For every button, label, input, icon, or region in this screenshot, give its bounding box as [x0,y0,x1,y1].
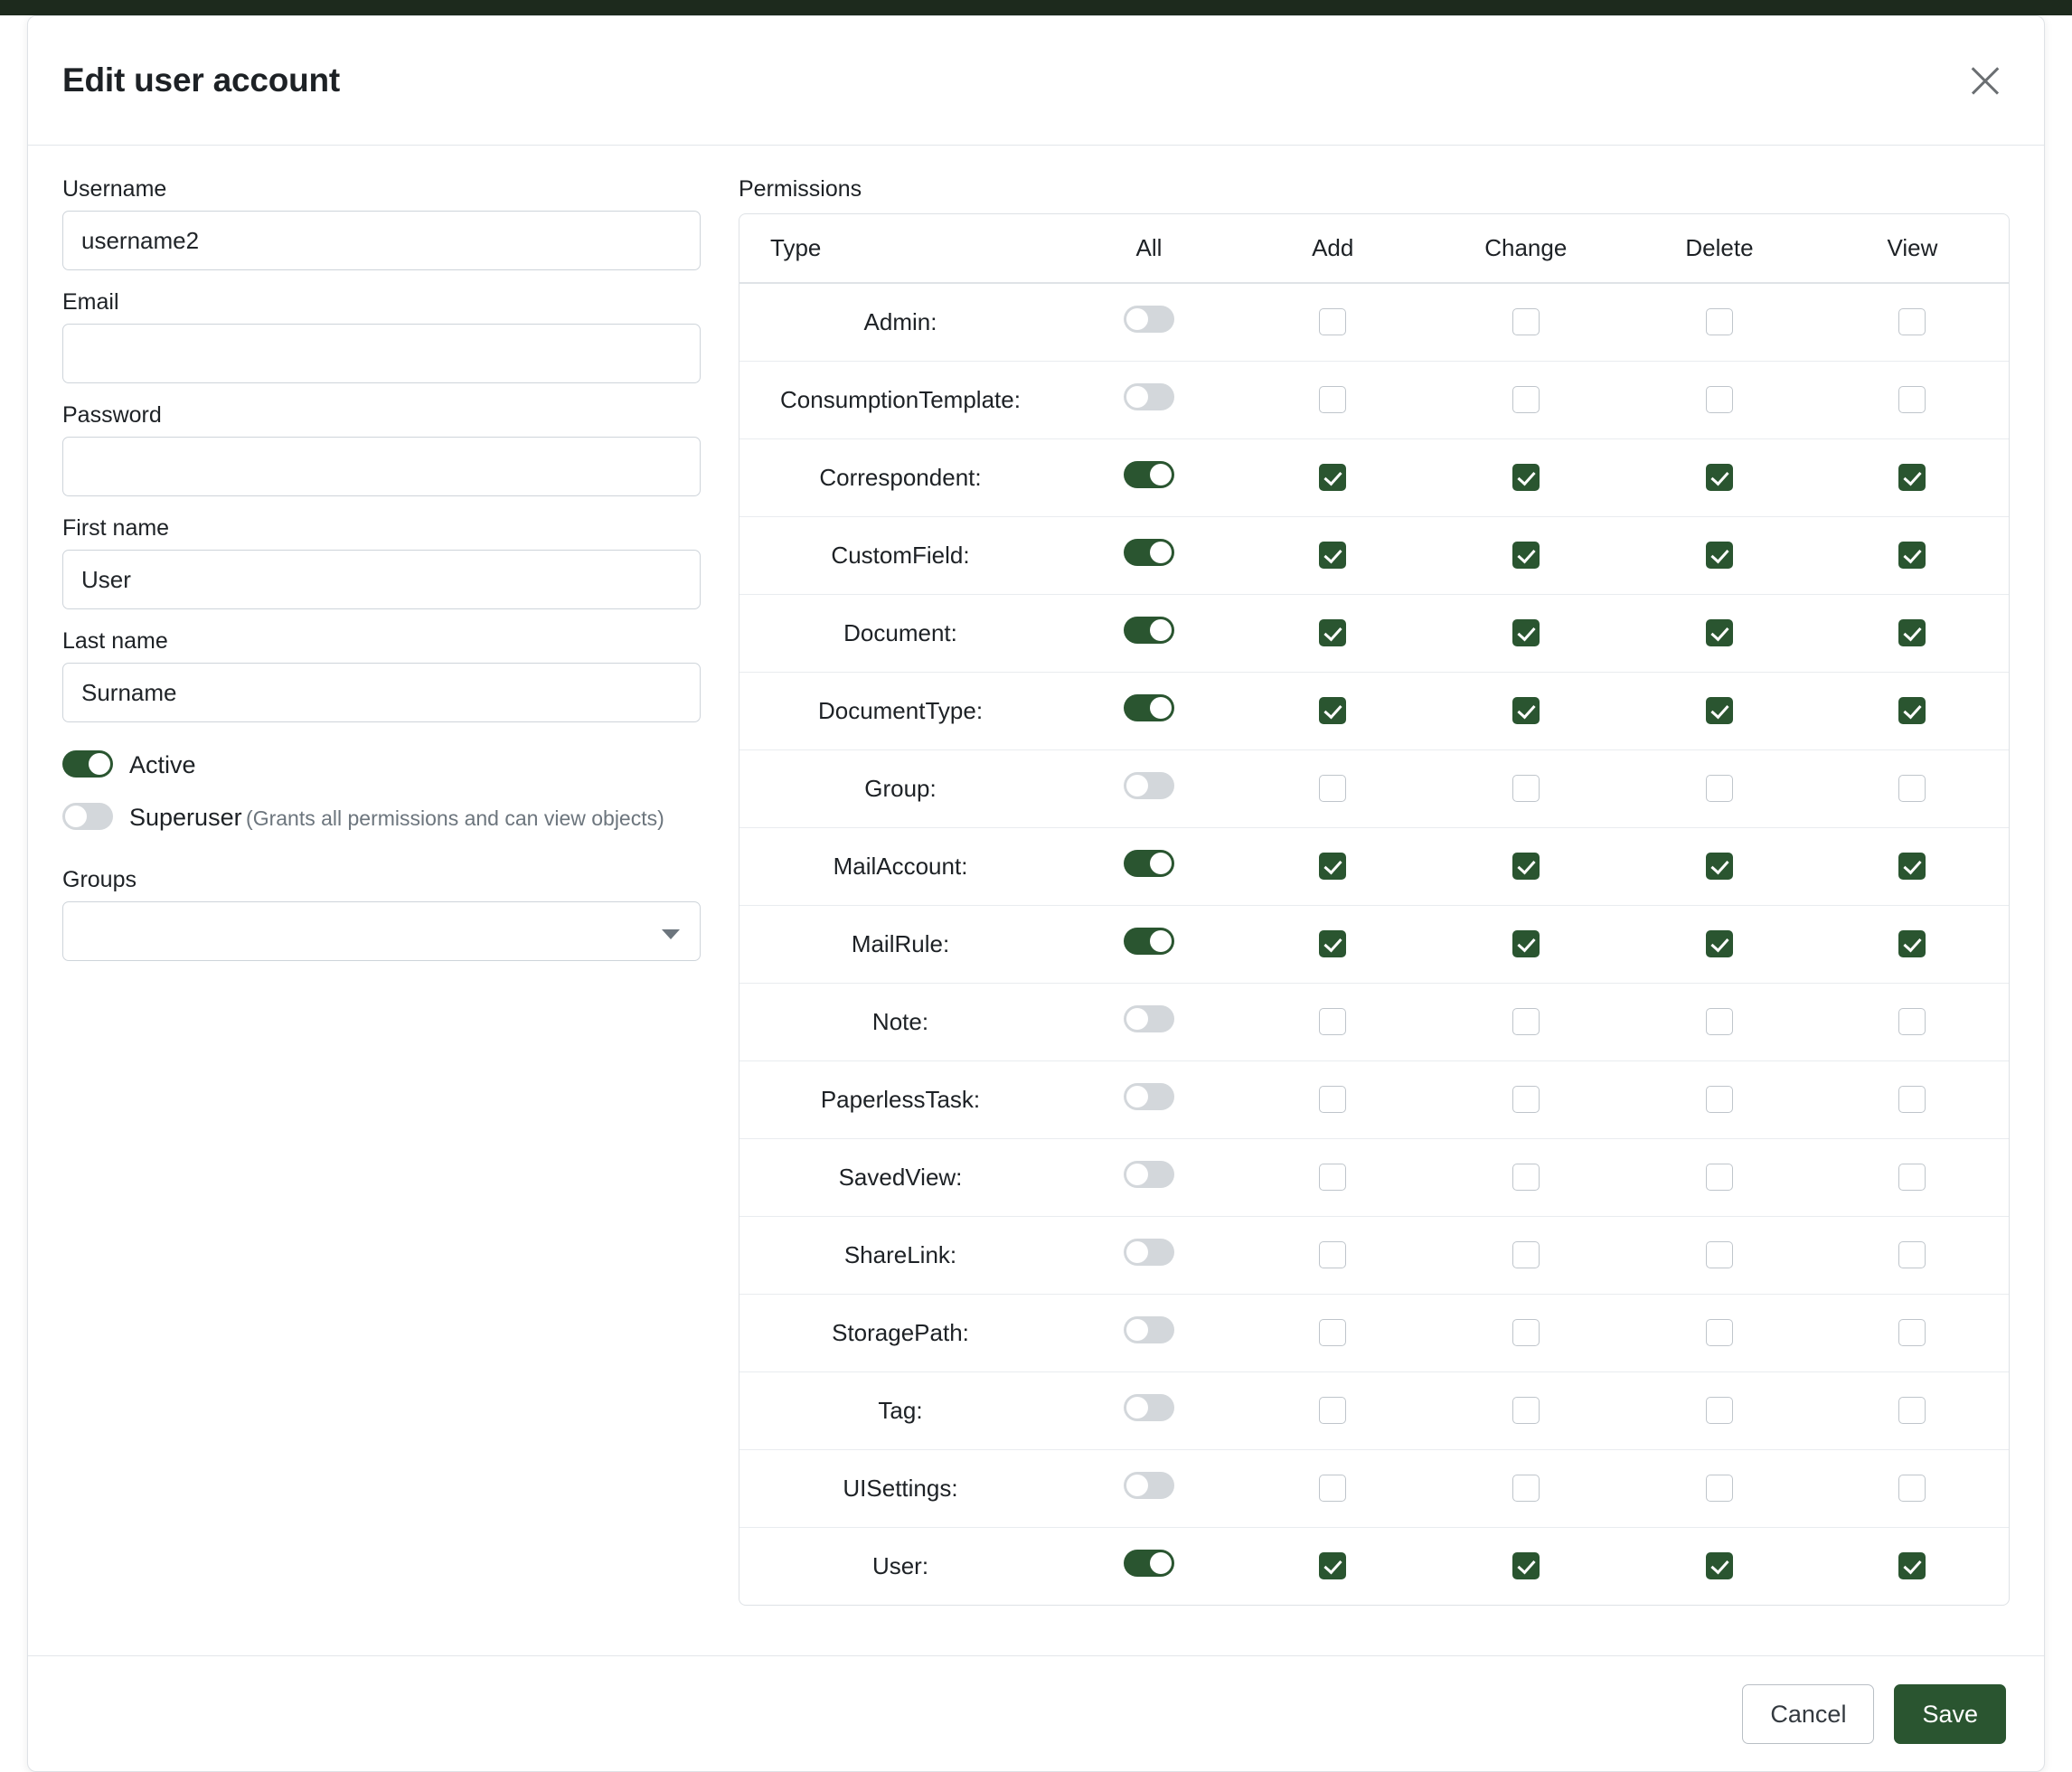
permission-all-toggle[interactable] [1124,1550,1174,1577]
permission-add-cell [1237,749,1429,827]
permission-all-toggle[interactable] [1124,383,1174,410]
permission-change-cell [1429,438,1624,516]
permission-add-checkbox[interactable] [1319,464,1346,491]
permission-all-toggle[interactable] [1124,539,1174,566]
dialog-header [28,16,2044,146]
permission-change-cell [1429,594,1624,672]
permission-type-label: User: [871,1551,929,1579]
permission-delete-checkbox[interactable] [1706,386,1733,413]
permission-view-cell [1816,438,2009,516]
permission-change-checkbox[interactable] [1512,697,1540,724]
first-name-input[interactable] [62,550,701,609]
dialog-footer [28,1655,2044,1771]
permission-all-cell [1061,1527,1237,1605]
permission-delete-checkbox[interactable] [1706,542,1733,569]
permission-view-checkbox[interactable] [1898,1241,1926,1268]
table-row [739,438,2009,516]
permission-all-toggle[interactable] [1124,1083,1174,1110]
permission-all-cell [1061,905,1237,983]
permission-change-checkbox[interactable] [1512,775,1540,802]
password-field[interactable] [62,437,701,496]
permission-change-checkbox[interactable] [1512,308,1540,335]
password-field-group [62,402,701,496]
permission-add-checkbox[interactable] [1319,1475,1346,1502]
permission-change-cell [1429,1060,1624,1138]
permission-view-checkbox[interactable] [1898,308,1926,335]
groups-label: Groups [62,867,137,892]
permission-change-cell [1429,749,1624,827]
permission-all-toggle[interactable] [1124,694,1174,721]
permission-change-checkbox[interactable] [1512,1397,1540,1424]
permission-delete-cell [1623,749,1816,827]
permission-delete-checkbox[interactable] [1706,1086,1733,1113]
email-label: Email [62,289,119,315]
permission-add-checkbox[interactable] [1319,775,1346,802]
permission-view-checkbox[interactable] [1898,930,1926,957]
permission-delete-cell [1623,516,1816,594]
username-field-group [62,176,701,270]
permission-view-cell [1816,361,2009,438]
permission-all-cell [1061,1216,1237,1294]
permission-add-cell [1237,438,1429,516]
permissions-section [739,176,2010,1655]
permission-add-checkbox[interactable] [1319,1552,1346,1579]
permission-change-cell [1429,672,1624,749]
permission-change-checkbox[interactable] [1512,386,1540,413]
permission-type-label: Document: [739,594,1061,672]
permission-change-cell [1429,1138,1624,1216]
permission-add-cell [1237,905,1429,983]
permission-change-cell [1429,1449,1624,1527]
permission-all-toggle[interactable] [1124,1394,1174,1421]
permission-type-label: StoragePath: [739,1294,1061,1371]
permission-add-checkbox[interactable] [1319,1164,1346,1191]
permission-change-cell [1429,905,1624,983]
superuser-text [129,798,664,840]
permission-all-toggle[interactable] [1124,772,1174,799]
permissions-table-body [739,283,2009,1605]
last-name-label: Last name [62,628,168,654]
permission-delete-cell [1623,1060,1816,1138]
permission-add-checkbox[interactable] [1319,930,1346,957]
permission-view-checkbox[interactable] [1898,775,1926,802]
permission-add-cell [1237,672,1429,749]
permission-add-checkbox[interactable] [1319,1397,1346,1424]
permission-view-cell [1816,283,2009,361]
permission-view-checkbox[interactable] [1898,464,1926,491]
table-row [739,749,2009,827]
permission-delete-checkbox[interactable] [1706,775,1733,802]
password-label: Password [62,402,162,428]
table-row [739,594,2009,672]
first-name-field-group [62,515,701,609]
permission-add-cell [1237,1527,1429,1605]
edit-user-account-dialog [27,15,2045,1772]
active-label: Active [129,751,196,778]
permission-change-cell [1429,283,1624,361]
permission-change-checkbox[interactable] [1512,1552,1540,1579]
permission-all-toggle[interactable] [1124,1161,1174,1188]
permission-type-label: DocumentType: [739,672,1061,749]
permission-view-cell [1816,594,2009,672]
permission-all-cell [1061,1138,1237,1216]
permission-delete-cell [1623,594,1816,672]
permission-add-checkbox[interactable] [1319,386,1346,413]
table-row [739,361,2009,438]
column-header-add: Add [1237,214,1429,283]
close-icon[interactable] [1964,60,2006,101]
permission-view-cell [1816,1060,2009,1138]
permission-delete-cell [1623,1449,1816,1527]
permission-change-checkbox[interactable] [1512,930,1540,957]
permission-change-cell [1429,1527,1624,1605]
permission-type-label: Group: [739,749,1061,827]
permission-delete-checkbox[interactable] [1706,697,1733,724]
table-row [739,1294,2009,1371]
permission-view-cell [1816,905,2009,983]
permission-all-toggle[interactable] [1124,306,1174,333]
permissions-table-wrapper [739,213,2010,1606]
permission-change-cell [1429,983,1624,1060]
permission-view-cell [1816,1371,2009,1449]
permission-delete-checkbox[interactable] [1706,1475,1733,1502]
permission-view-cell [1816,672,2009,749]
permission-type-label: UISettings: [739,1449,1061,1527]
permission-all-cell [1061,361,1237,438]
permission-add-cell [1237,594,1429,672]
permission-view-cell [1816,516,2009,594]
permission-all-cell [1061,1060,1237,1138]
permission-add-checkbox[interactable] [1319,853,1346,880]
permission-view-checkbox[interactable] [1898,1397,1926,1424]
permission-delete-cell [1623,1371,1816,1449]
permission-all-cell [1061,827,1237,905]
table-row [739,1060,2009,1138]
permission-type-label: Note: [739,983,1061,1060]
permission-type-label: PaperlessTask: [739,1060,1061,1138]
permissions-table [739,214,2009,1605]
superuser-hint: (Grants all permissions and can view objects) [246,806,664,830]
permission-all-cell [1061,594,1237,672]
permission-view-checkbox[interactable] [1898,1552,1926,1579]
permission-view-checkbox[interactable] [1898,1164,1926,1191]
permission-all-toggle[interactable] [1124,461,1174,488]
permission-all-toggle[interactable] [1124,1316,1174,1343]
cancel-button[interactable]: Cancel [1742,1684,1874,1744]
permission-all-cell [1061,283,1237,361]
permission-add-checkbox[interactable] [1319,1319,1346,1346]
permission-view-cell [1816,827,2009,905]
permission-delete-checkbox[interactable] [1706,1241,1733,1268]
permission-delete-checkbox[interactable] [1706,930,1733,957]
permission-all-toggle[interactable] [1124,1239,1174,1266]
permission-all-cell [1061,749,1237,827]
permission-add-cell [1237,283,1429,361]
last-name-field-group [62,628,701,722]
table-row [739,516,2009,594]
email-field[interactable] [62,324,701,383]
column-header-view: View [1816,214,2009,283]
permission-add-cell [1237,1371,1429,1449]
table-row [739,1527,2009,1605]
table-row [739,283,2009,361]
permission-view-checkbox[interactable] [1898,1008,1926,1035]
permission-view-cell [1816,983,2009,1060]
table-row [739,905,2009,983]
permission-delete-checkbox[interactable] [1706,1164,1733,1191]
permission-view-cell [1816,1449,2009,1527]
permission-view-checkbox[interactable] [1898,1086,1926,1113]
permission-view-cell [1816,749,2009,827]
table-row [739,983,2009,1060]
permission-delete-checkbox[interactable] [1706,619,1733,646]
permission-view-checkbox[interactable] [1898,853,1926,880]
permission-delete-cell [1623,283,1816,361]
permission-add-cell [1237,516,1429,594]
permission-delete-cell [1623,983,1816,1060]
permission-delete-checkbox[interactable] [1706,1397,1733,1424]
permission-delete-checkbox[interactable] [1706,1552,1733,1579]
permission-add-cell [1237,1294,1429,1371]
permission-view-checkbox[interactable] [1898,386,1926,413]
permission-type-label: SavedView: [739,1138,1061,1216]
permission-view-cell [1816,1138,2009,1216]
permission-all-cell [1061,672,1237,749]
permission-view-checkbox[interactable] [1898,1475,1926,1502]
permission-add-checkbox[interactable] [1319,619,1346,646]
permission-delete-checkbox[interactable] [1706,1008,1733,1035]
permission-view-cell [1816,1527,2009,1605]
permission-delete-cell [1623,361,1816,438]
permission-add-cell [1237,827,1429,905]
permission-delete-cell [1623,1527,1816,1605]
permission-add-cell [1237,1138,1429,1216]
superuser-label: Superuser [129,804,242,831]
permission-delete-cell [1623,1216,1816,1294]
permission-change-checkbox[interactable] [1512,853,1540,880]
permission-add-checkbox[interactable] [1319,1008,1346,1035]
permission-change-cell [1429,827,1624,905]
permission-type-label: Admin: [739,283,1061,361]
permission-all-toggle[interactable] [1124,928,1174,955]
column-header-type: Type [739,214,1061,283]
column-header-change: Change [1429,214,1624,283]
permission-change-cell [1429,1294,1624,1371]
permission-type-label: MailRule: [739,905,1061,983]
permissions-title: Permissions [739,176,862,202]
superuser-toggle-row [62,798,701,840]
permission-change-checkbox[interactable] [1512,464,1540,491]
permission-all-toggle[interactable] [1124,850,1174,877]
permission-all-toggle[interactable] [1124,1005,1174,1032]
permission-delete-cell [1623,672,1816,749]
permission-change-checkbox[interactable] [1512,1008,1540,1035]
permission-delete-cell [1623,827,1816,905]
permission-change-cell [1429,516,1624,594]
permission-change-checkbox[interactable] [1512,1086,1540,1113]
permission-type-label: ShareLink: [739,1216,1061,1294]
permission-change-cell [1429,1371,1624,1449]
permission-add-cell [1237,1060,1429,1138]
permission-change-checkbox[interactable] [1512,1319,1540,1346]
column-header-delete: Delete [1623,214,1816,283]
permission-delete-checkbox[interactable] [1706,1319,1733,1346]
permission-add-checkbox[interactable] [1319,308,1346,335]
permission-delete-cell [1623,1294,1816,1371]
permission-delete-checkbox[interactable] [1706,853,1733,880]
permission-add-cell [1237,1449,1429,1527]
permission-all-cell [1061,516,1237,594]
permission-delete-cell [1623,438,1816,516]
permission-add-checkbox[interactable] [1319,697,1346,724]
permission-type-label: Correspondent: [739,438,1061,516]
permission-all-cell [1061,1371,1237,1449]
permission-change-checkbox[interactable] [1512,1475,1540,1502]
permission-change-checkbox[interactable] [1512,1164,1540,1191]
table-row [739,1449,2009,1527]
groups-field-group [62,867,701,961]
permission-view-checkbox[interactable] [1898,697,1926,724]
permission-add-cell [1237,1216,1429,1294]
permission-all-toggle[interactable] [1124,617,1174,644]
groups-select[interactable] [62,901,701,961]
permission-delete-cell [1623,1138,1816,1216]
permission-delete-checkbox[interactable] [1706,308,1733,335]
permission-add-cell [1237,361,1429,438]
permission-change-checkbox[interactable] [1512,619,1540,646]
permission-delete-cell [1623,905,1816,983]
email-field-group [62,289,701,383]
permission-type-label: CustomField: [739,516,1061,594]
permission-add-checkbox[interactable] [1319,1241,1346,1268]
permission-all-cell [1061,983,1237,1060]
permission-type-label: ConsumptionTemplate: [739,361,1061,438]
table-row [739,1371,2009,1449]
active-toggle[interactable] [62,750,113,778]
permission-type-label: Tag: [739,1371,1061,1449]
permission-all-toggle[interactable] [1124,1472,1174,1499]
permission-view-checkbox[interactable] [1898,619,1926,646]
permission-view-cell [1816,1294,2009,1371]
permission-view-cell [1816,1216,2009,1294]
permission-all-cell [1061,438,1237,516]
permission-add-checkbox[interactable] [1319,542,1346,569]
permission-add-checkbox[interactable] [1319,1086,1346,1113]
page-title: Edit user account [62,61,341,99]
permission-add-cell [1237,983,1429,1060]
permission-all-cell [1061,1449,1237,1527]
permission-change-cell [1429,361,1624,438]
username-label: Username [62,176,167,202]
table-row [739,827,2009,905]
dialog-body [28,146,2044,1655]
permission-change-checkbox[interactable] [1512,1241,1540,1268]
permissions-header-row [739,214,2009,283]
permission-change-cell [1429,1216,1624,1294]
active-toggle-row [62,746,701,784]
column-header-all: All [1061,214,1237,283]
username-input[interactable] [62,211,701,270]
permission-type-label: MailAccount: [739,827,1061,905]
superuser-toggle[interactable] [62,803,113,830]
save-button[interactable]: Save [1894,1684,2006,1744]
permission-view-checkbox[interactable] [1898,1319,1926,1346]
table-row [739,1138,2009,1216]
last-name-input[interactable] [62,663,701,722]
permission-delete-checkbox[interactable] [1706,464,1733,491]
permission-view-checkbox[interactable] [1898,542,1926,569]
table-row [739,672,2009,749]
permission-all-cell [1061,1294,1237,1371]
permission-change-checkbox[interactable] [1512,542,1540,569]
first-name-label: First name [62,515,170,541]
table-row [739,1216,2009,1294]
chevron-down-icon [662,929,680,939]
user-details-form [62,176,701,1655]
